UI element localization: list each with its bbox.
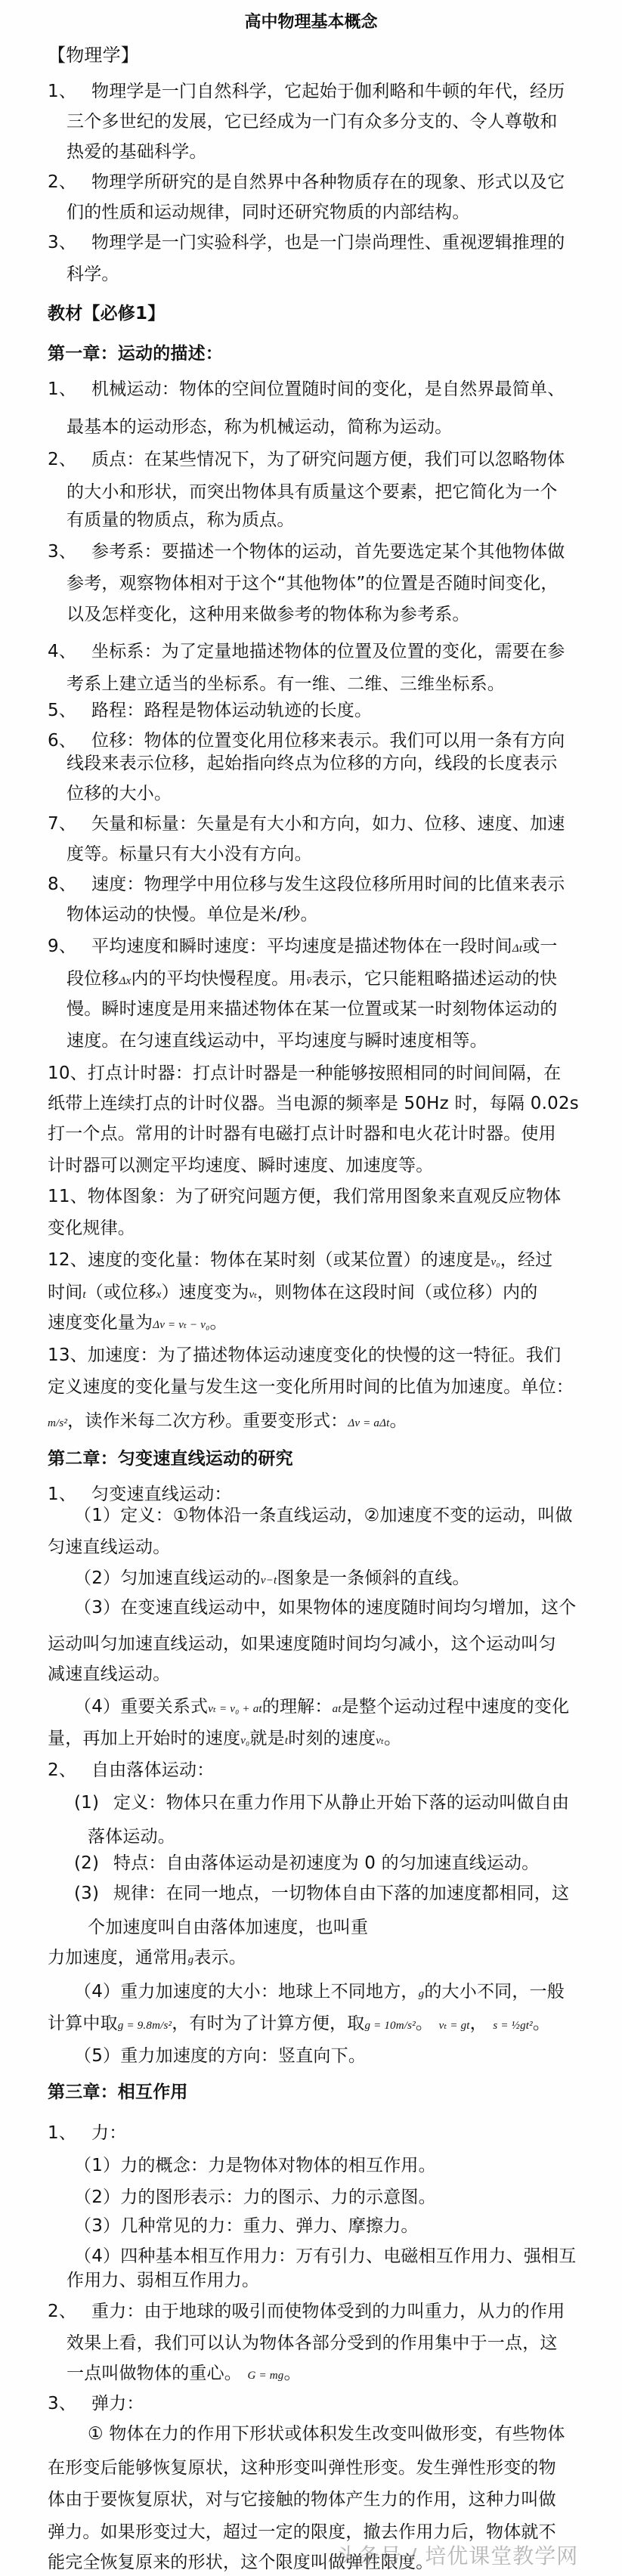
sub-item-continuation: 匀速直线运动。 — [48, 1537, 171, 1557]
sub-item: （2）匀加速直线运动的v−t图象是一条倾斜的直线。 — [74, 1568, 470, 1588]
sub-item: （4）四种基本相互作用力：万有引力、电磁相互作用力、强相互 — [74, 2246, 577, 2266]
list-item-continuation: 速度变化量为Δv = vₜ − v₀。 — [48, 1313, 227, 1333]
list-item-continuation: 段位移Δx内的平均快慢程度。用v̄表示，它只能粗略描述运动的快 — [67, 969, 558, 989]
list-item-continuation: 最基本的运动形态，称为机械运动，简称为运动。 — [67, 417, 453, 437]
list-item-continuation: 体由于要恢复原状，对与它接触的物体产生力的作用，这种力叫做 — [48, 2490, 556, 2509]
watermark: 头条号 / 培优课堂教学网 — [336, 2543, 579, 2568]
list-item-continuation: 线段来表示位移，起始指向终点为位移的方向，线段的长度表示 — [67, 754, 558, 773]
list-item-continuation: 计时器可以测定平均速度、瞬时速度、加速度等。 — [48, 1156, 434, 1175]
formula-unit: m/s² — [48, 1417, 68, 1429]
list-item-continuation: 慢。瞬时速度是用来描述物体在某一位置或某一时刻物体运动的 — [67, 999, 558, 1019]
sub-item-continuation: 量，再加上开始时的速度v₀就是t时刻的速度vₜ。 — [48, 1729, 402, 1748]
list-item-continuation: 纸带上连续打点的计时仪器。当电源的频率是 50Hz 时，每隔 0.02s — [48, 1094, 579, 1113]
list-item: 1、 物理学是一门自然科学，它起始于伽利略和牛顿的年代，经历 — [48, 82, 565, 101]
sub-item: (1) 定义：物体只在重力作用下从静止开始下落的运动叫做自由 — [74, 1793, 570, 1813]
list-item-continuation: 科学。 — [67, 265, 119, 284]
list-item-continuation: 们的性质和运动规律，同时还研究物质的内部结构。 — [67, 203, 470, 222]
sub-item: (3) 规律：在同一地点，一切物体自由下落的加速度都相同，这 — [74, 1884, 570, 1903]
sub-item-continuation: 落体运动。 — [88, 1827, 175, 1847]
formula-v-t: v−t — [260, 1574, 277, 1587]
list-item-continuation: 以及怎样变化，这种用来做参考的物体称为参考系。 — [67, 605, 470, 624]
formula-v-bar: v̄ — [306, 975, 312, 987]
list-item-continuation: 有质量的物质点，称为质点。 — [67, 510, 295, 530]
list-item-continuation: 在形变后能够恢复原状，这种形变叫弹性形变。发生弹性形变的物 — [48, 2458, 556, 2478]
list-item-continuation: m/s²，读作米每二次方秒。重要变形式：Δv = aΔt。 — [48, 1411, 407, 1431]
sub-item: （2）力的图形表示：力的图示、力的示意图。 — [74, 2187, 436, 2207]
sub-item-continuation: 力加速度，通常用g表示。 — [48, 1948, 246, 1968]
list-item-continuation: 弹力。如果形变过大，超过一定的限度，撤去作用力后，物体就不 — [48, 2522, 556, 2542]
list-item: 6、 位移：物体的位置变化用位移来表示。我们可以用一条有方向 — [48, 731, 565, 751]
list-item: 2、 重力：由于地球的吸引而使物体受到的力叫重力，从力的作用 — [48, 2302, 565, 2321]
sub-item: （5）重力加速度的方向：竖直向下。 — [74, 2046, 367, 2066]
chapter-heading-3: 第三章：相互作用 — [48, 2082, 188, 2102]
list-item-continuation: 的大小和形状，而突出物体具有质量这个要素，把它简化为一个 — [67, 482, 558, 502]
list-item-continuation: 效果上看，我们可以认为物体各部分受到的作用集中于一点，这 — [67, 2333, 558, 2353]
list-item: 10、打点计时器：打点计时器是一种能够按照相同的时间间隔，在 — [48, 1064, 562, 1083]
section-heading-physics: 【物理学】 — [48, 45, 139, 66]
list-item-continuation: 定义速度的变化量与发生这一变化所用时间的比值为加速度。单位： — [48, 1377, 574, 1397]
chapter-heading-2: 第二章：匀变速直线运动的研究 — [48, 1449, 293, 1469]
sub-item-continuation: 运动叫匀加速直线运动，如果速度随时间均匀减小，这个运动叫匀 — [48, 1634, 556, 1654]
sub-item-continuation: 作用力、弱相互作用力。 — [67, 2271, 260, 2290]
list-item: 3、 物理学是一门实验科学，也是一门崇尚理性、重视逻辑推理的 — [48, 233, 565, 252]
list-item: 2、 自由落体运动： — [48, 1760, 215, 1780]
sub-item-continuation: 个加速度叫自由落体加速度，也叫重 — [88, 1918, 369, 1937]
list-item-continuation: 速度。在匀速直线运动中，平均速度与瞬时速度相等。 — [67, 1031, 487, 1051]
list-item-continuation: 一点叫做物体的重心。 G = mg。 — [67, 2364, 302, 2383]
list-item: 9、 平均速度和瞬时速度：平均速度是描述物体在一段时间Δt或一 — [48, 937, 558, 956]
list-item-continuation: 热爱的基础科学。 — [67, 142, 207, 162]
list-item: 4、 坐标系：为了定量地描述物体的位置及位置的变化，需要在参 — [48, 642, 565, 661]
list-item-continuation: ① 物体在力的作用下形状或体积发生改变叫做形变，有些物体 — [88, 2424, 565, 2444]
list-item: 1、 力： — [48, 2123, 127, 2143]
list-item: 1、 机械运动：物体的空间位置随时间的变化，是自然界最简单、 — [48, 379, 565, 399]
list-item-continuation: 时间t（或位移x）速度变为vₜ，则物体在这段时间（或位移）内的 — [48, 1283, 538, 1302]
list-item-continuation: 位移的大小。 — [67, 784, 172, 803]
sub-item: （4）重要关系式vₜ = v₀ + at的理解：at是整个运动过程中速度的变化 — [74, 1697, 570, 1717]
list-item: 7、 矢量和标量：矢量是有大小和方向，如力、位移、速度、加速 — [48, 814, 565, 834]
sub-item-continuation: 计算中取g = 9.8m/s²，有时为了计算方便，取g = 10m/s²。 vₜ = gt， s = ½gt²。 — [48, 2014, 551, 2033]
list-item-continuation: 考系上建立适当的坐标系。有一维、二维、三维坐标系。 — [67, 674, 505, 694]
formula-delta-x: Δx — [119, 975, 132, 987]
list-item-continuation: 物体运动的快慢。单位是米/秒。 — [67, 905, 318, 924]
list-item: 3、 参考系：要描述一个物体的运动，首先要选定某个其他物体做 — [48, 542, 565, 562]
formula-delta-v-at: Δv = aΔt — [348, 1417, 390, 1429]
formula-g-mg: G = mg — [247, 2370, 284, 2382]
list-item: 1、 匀变速直线运动： — [48, 1485, 232, 1504]
list-item: 2、 质点：在某些情况下，为了研究问题方便，我们可以忽略物体 — [48, 450, 565, 469]
sub-item: （1）力的概念：力是物体对物体的相互作用。 — [74, 2156, 436, 2175]
formula-v0: v₀ — [490, 1256, 500, 1268]
list-item-continuation: 参考，观察物体相对于这个“其他物体”的位置是否随时间变化， — [67, 574, 559, 593]
list-item-continuation: 打一个点。常用的计时器有电磁打点计时器和电火花计时器。使用 — [48, 1124, 556, 1144]
list-item: 5、 路程：路程是物体运动轨迹的长度。 — [48, 701, 373, 720]
document-title: 高中物理基本概念 — [244, 13, 378, 32]
sub-item: （3）几种常见的力：重力、弹力、摩擦力。 — [74, 2216, 419, 2236]
list-item: 3、 弹力： — [48, 2394, 144, 2413]
formula-delta-t: Δt — [512, 943, 523, 955]
sub-item: （4）重力加速度的大小：地球上不同地方，g的大小不同，一般 — [74, 1982, 565, 2002]
list-item: 8、 速度：物理学中用位移与发生这段位移所用时间的比值来表示 — [48, 875, 565, 894]
sub-item: (2) 特点：自由落体运动是初速度为 0 的匀加速直线运动。 — [74, 1853, 540, 1873]
formula-vt-v0-at: vₜ = v₀ + at — [208, 1703, 262, 1715]
textbook-heading: 教材【必修1】 — [48, 304, 166, 324]
list-item-continuation: 能完全恢复原来的形状，这个限度叫做弹性限度。 — [48, 2553, 434, 2572]
list-item-continuation: 变化规律。 — [48, 1218, 135, 1238]
sub-item: （3）在变速直线运动中，如果物体的速度随时间均匀增加，这个 — [74, 1598, 577, 1618]
list-item-continuation: 度等。标量只有大小没有方向。 — [67, 844, 312, 864]
list-item: 2、 物理学所研究的是自然界中各种物质存在的现象、形式以及它 — [48, 172, 565, 192]
formula-delta-v: Δv = vₜ − v₀ — [153, 1319, 210, 1331]
list-item: 12、速度的变化量：物体在某时刻（或某位置）的速度是v₀，经过 — [48, 1250, 553, 1270]
sub-item-continuation: 减速直线运动。 — [48, 1664, 171, 1684]
list-item: 11、物体图象：为了研究问题方便，我们常用图象来直观反应物体 — [48, 1187, 562, 1206]
list-item: 13、加速度：为了描述物体运动速度变化的快慢的这一特征。我们 — [48, 1345, 562, 1365]
list-item-continuation: 三个多世纪的发展，它已经成为一门有众多分支的、令人尊敬和 — [67, 112, 558, 132]
chapter-heading-1: 第一章：运动的描述： — [48, 344, 223, 364]
sub-item: （1）定义：①物体沿一条直线运动，②加速度不变的运动，叫做 — [74, 1506, 573, 1525]
